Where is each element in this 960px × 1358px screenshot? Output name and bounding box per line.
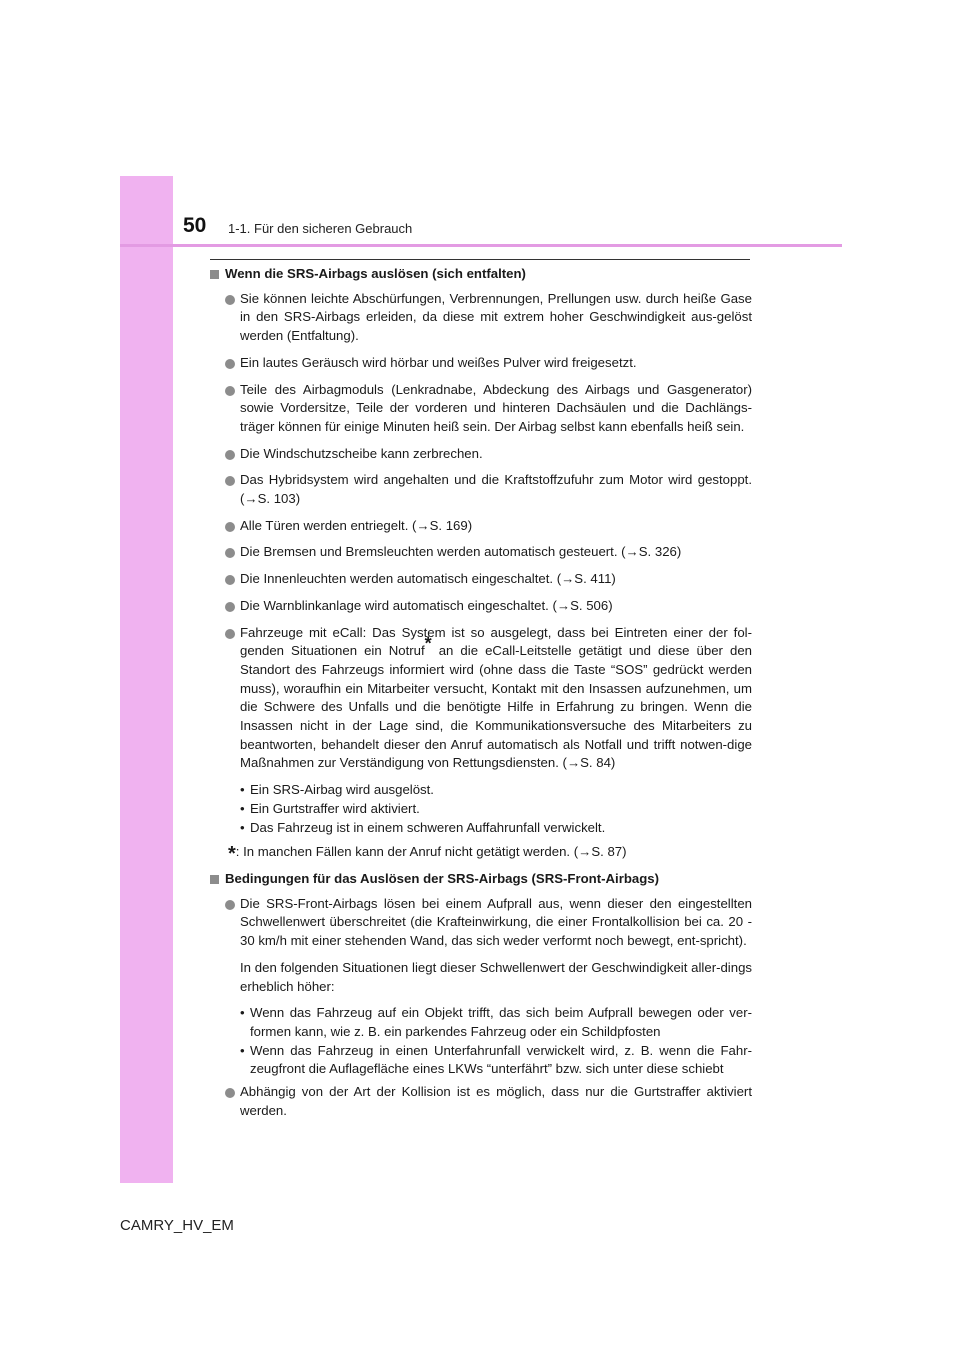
sub-list-item-text: Ein SRS-Airbag wird ausgelöst. <box>250 782 434 798</box>
ecall-conditions-list <box>210 781 752 837</box>
round-bullet-icon <box>225 359 235 369</box>
list-item-text: Teile des Airbagmoduls (Lenkradnabe, Abdeckung des Airbags und Gasgenerator) sowie Vordersitze, Teile der vorderen und hinteren Dachsäulen und die Dachlängs-träger können für einige Minuten heiß sein. Der Airbag selbst kann ebenfalls heiß sein. <box>240 381 752 434</box>
list-item-text: Ein lautes Geräusch wird hörbar und weißes Pulver wird freigesetzt. <box>240 354 637 370</box>
document-code: CAMRY_HV_EM <box>120 1217 234 1234</box>
round-bullet-icon <box>225 295 235 305</box>
sub-list-item-text: Wenn das Fahrzeug auf ein Objekt trifft, das sich beim Aufprall bewegen oder ver-formen kann, wie z. B. ein parkendes Fahrzeug oder ein Schildpfosten <box>250 1005 752 1039</box>
list-item-text: Die Windschutzscheibe kann zerbrechen. <box>240 445 483 461</box>
sub-list-item-text: Wenn das Fahrzeug in einen Unterfahrunfall verwickelt wird, z. B. wenn die Fahr-zeugfront die Auflagefläche eines LKWs “unterfährt” bzw. sich unter diese schiebt <box>250 1042 752 1077</box>
list-item <box>210 381 752 437</box>
round-bullet-icon <box>225 476 235 486</box>
section-heading-airbag-deploy <box>210 265 752 284</box>
list-item-text: Die Bremsen und Bremsleuchten werden automatisch gesteuert. (→S. 326) <box>240 544 682 560</box>
list-item <box>210 543 752 562</box>
section-heading-deploy-conditions <box>210 870 752 889</box>
list-item <box>210 597 752 616</box>
list-item-text: Die Innenleuchten werden automatisch eingeschaltet. (→S. 411) <box>240 571 616 587</box>
square-marker-icon <box>210 270 219 279</box>
round-bullet-icon <box>225 602 235 612</box>
content-top-rule <box>210 259 750 260</box>
heading-text: Wenn die SRS-Airbags auslösen (sich entfalten) <box>225 266 526 281</box>
sub-bullet-icon: • <box>240 800 245 816</box>
round-bullet-icon <box>225 386 235 396</box>
sub-list-item <box>210 800 752 819</box>
footnote-marker: * <box>424 633 432 654</box>
round-bullet-icon <box>225 522 235 532</box>
round-bullet-icon <box>225 629 235 639</box>
sub-list-item-text: Das Fahrzeug ist in einem schweren Auffahrunfall verwickelt. <box>250 819 606 835</box>
list-item-text: Die Warnblinkanlage wird automatisch eingeschaltet. (→S. 506) <box>240 597 613 613</box>
round-bullet-icon <box>225 575 235 585</box>
sub-list-item-text: Ein Gurtstraffer wird aktiviert. <box>250 800 420 816</box>
sub-bullet-icon: • <box>240 782 245 798</box>
heading-text: Bedingungen für das Auslösen der SRS-Airbags (SRS-Front-Airbags) <box>225 870 659 886</box>
page-number: 50 <box>183 214 207 237</box>
list-item-text: Alle Türen werden entriegelt. (→S. 169) <box>240 517 473 533</box>
threshold-situations-list <box>210 1004 752 1079</box>
footnote-star: * <box>228 843 236 866</box>
ecall-text-before: Fahrzeuge mit eCall: Das System ist so ausgelegt, dass bei Eintreten einer der fol-genden Situationen ein Notruf <box>240 624 752 659</box>
sub-list-item <box>210 1004 752 1041</box>
list-item-text: Sie können leichte Abschürfungen, Verbrennungen, Prellungen usw. durch heiße Gase in den SRS-Airbags erleiden, da diese mit extrem hoher Geschwindigkeit aus-gelöst werden (Entfaltung). <box>240 290 752 344</box>
sub-bullet-icon: • <box>240 819 245 835</box>
list-item <box>210 1083 752 1120</box>
list-item-text: Die SRS-Front-Airbags lösen bei einem Aufprall aus, wenn dieser den eingestellten Schwellenwert überschreitet (die Krafteinwirkung, die einer Frontalkollision bei ca. 20 - 30 km/h mit einer stehenden Wand, das sich weder verformt noch bewegt, ent-spricht). <box>240 895 752 949</box>
sub-list-item <box>210 781 752 800</box>
ecall-text-after: an die eCall-Leitstelle getätigt und diese über den Standort des Fahrzeugs informiert wird (ohne dass die Taste “SOS” gedrückt werden muss), woraufhin ein Mitarbeiter versucht, Kontakt mit den Insassen aufzunehmen, um die Schwere des Unfalls und die benötigte Hilfe in Erfahrung zu bringen. Wenn die Insassen nicht in der Lage sind, die Kommunikationsversuche des Mitarbeiters zu beantworten, behandelt dieser den Anruf automatisch als Notfall und trifft notwen-dige Maßnahmen zur Verständigung von Rettungsdiensten. (→S. 84) <box>240 643 752 771</box>
list-item <box>210 895 752 951</box>
header-rule <box>120 244 842 247</box>
square-marker-icon <box>210 875 219 884</box>
round-bullet-icon <box>225 548 235 558</box>
round-bullet-icon <box>225 450 235 460</box>
footnote <box>210 841 752 866</box>
list-item <box>210 445 752 464</box>
list-item <box>210 570 752 589</box>
list-item <box>210 471 752 508</box>
sub-bullet-icon: • <box>240 1005 245 1021</box>
page-content <box>210 265 752 1128</box>
list-item <box>210 517 752 536</box>
section-title: 1-1. Für den sicheren Gebrauch <box>228 221 413 236</box>
list-item <box>210 354 752 373</box>
list-item-ecall <box>210 624 752 774</box>
footnote-text: : In manchen Fällen kann der Anruf nicht getätigt werden. (→S. 87) <box>235 844 627 860</box>
chapter-sidebar-tab <box>120 176 173 1183</box>
paragraph: In den folgenden Situationen liegt dieser Schwellenwert der Geschwindigkeit aller-dings erheblich höher: <box>240 959 752 994</box>
list-item-text: Das Hybridsystem wird angehalten und die Kraftstoffzufuhr zum Motor wird gestoppt. (→S. 103) <box>240 472 752 507</box>
sub-list-item <box>210 1042 752 1079</box>
sub-list-item <box>210 819 752 838</box>
list-item-text: Abhängig von der Art der Kollision ist es möglich, dass nur die Gurtstraffer aktiviert werden. <box>240 1084 752 1118</box>
list-item <box>210 290 752 346</box>
sub-bullet-icon: • <box>240 1042 245 1058</box>
round-bullet-icon <box>225 900 235 910</box>
round-bullet-icon <box>225 1088 235 1098</box>
